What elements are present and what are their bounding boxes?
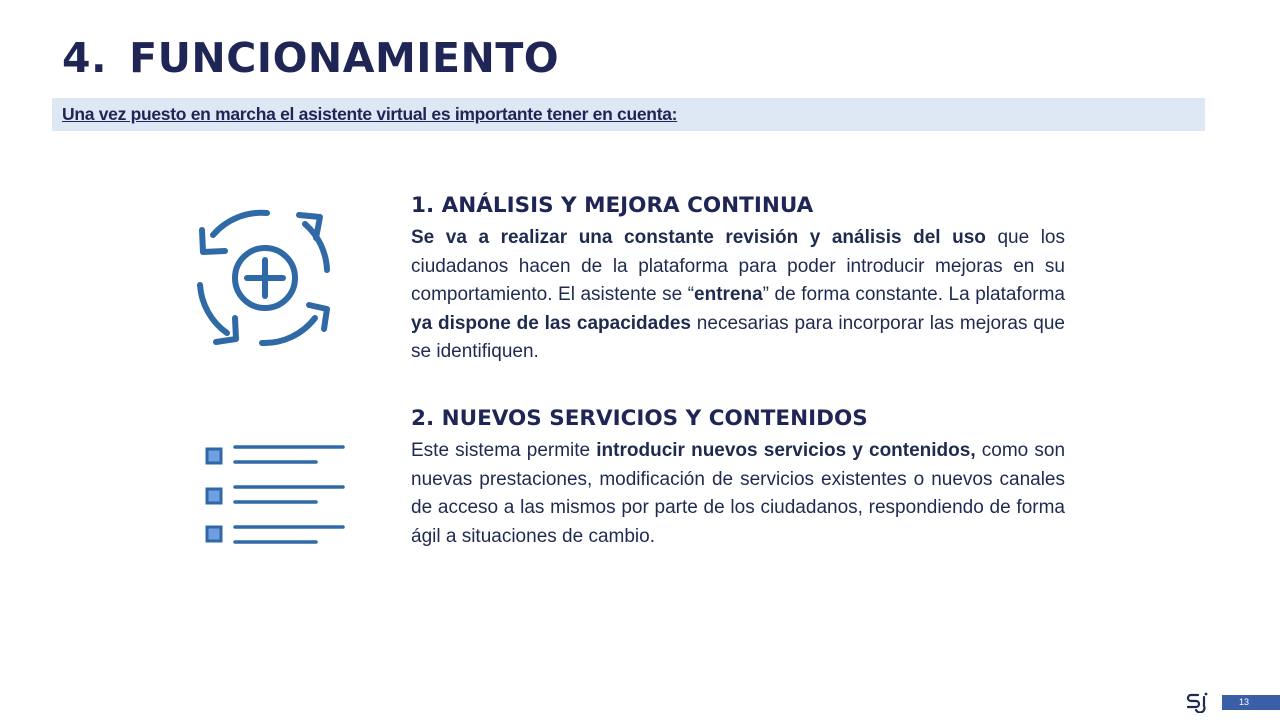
body-text: ” de forma constante. La plataforma (762, 284, 1065, 305)
section-services (411, 406, 1065, 551)
section-title: FUNCIONAMIENTO (129, 34, 560, 82)
section-body-services (411, 437, 1065, 551)
checklist-icon (198, 436, 350, 552)
section-heading-analysis: 1. ANÁLISIS Y MEJORA CONTINUA (411, 193, 814, 218)
section-analysis (411, 193, 1065, 367)
section-number: 4. (62, 34, 108, 82)
bold-text: ya dispone de las capacidades (411, 312, 691, 334)
company-logo-icon (1186, 691, 1212, 713)
page-number-tab (1222, 695, 1280, 710)
page-title (62, 34, 559, 82)
body-text: necesarias para incorporar las mejoras que se identifiquen. (411, 312, 1065, 362)
body-text: como son nuevas prestaciones, modificación de servicios existentes o nuevos canales de acceso a las mismos por parte de los ciudadanos, respondiendo de forma ágil a situaciones de cambio. (411, 440, 1066, 547)
section-body-analysis (411, 224, 1065, 367)
body-text: Este sistema permite (411, 440, 597, 461)
body-text: que los ciudadanos hacen de la plataforma para poder introducir mejoras en su comportamiento. El asistente se “ (411, 227, 1065, 305)
subtitle-band (52, 98, 1205, 131)
bold-text: Se va a realizar una constante revisión y análisis del uso (411, 227, 986, 248)
bold-text: introducir nuevos servicios y contenidos, (596, 440, 976, 461)
page-number: 13 (1239, 697, 1250, 707)
cycle-plus-icon (190, 205, 340, 355)
bold-text: entrena (694, 284, 763, 305)
section-heading-services: 2. NUEVOS SERVICIOS Y CONTENIDOS (411, 406, 868, 431)
subtitle-text: Una vez puesto en marcha el asistente virtual es importante tener en cuenta: (62, 104, 678, 124)
